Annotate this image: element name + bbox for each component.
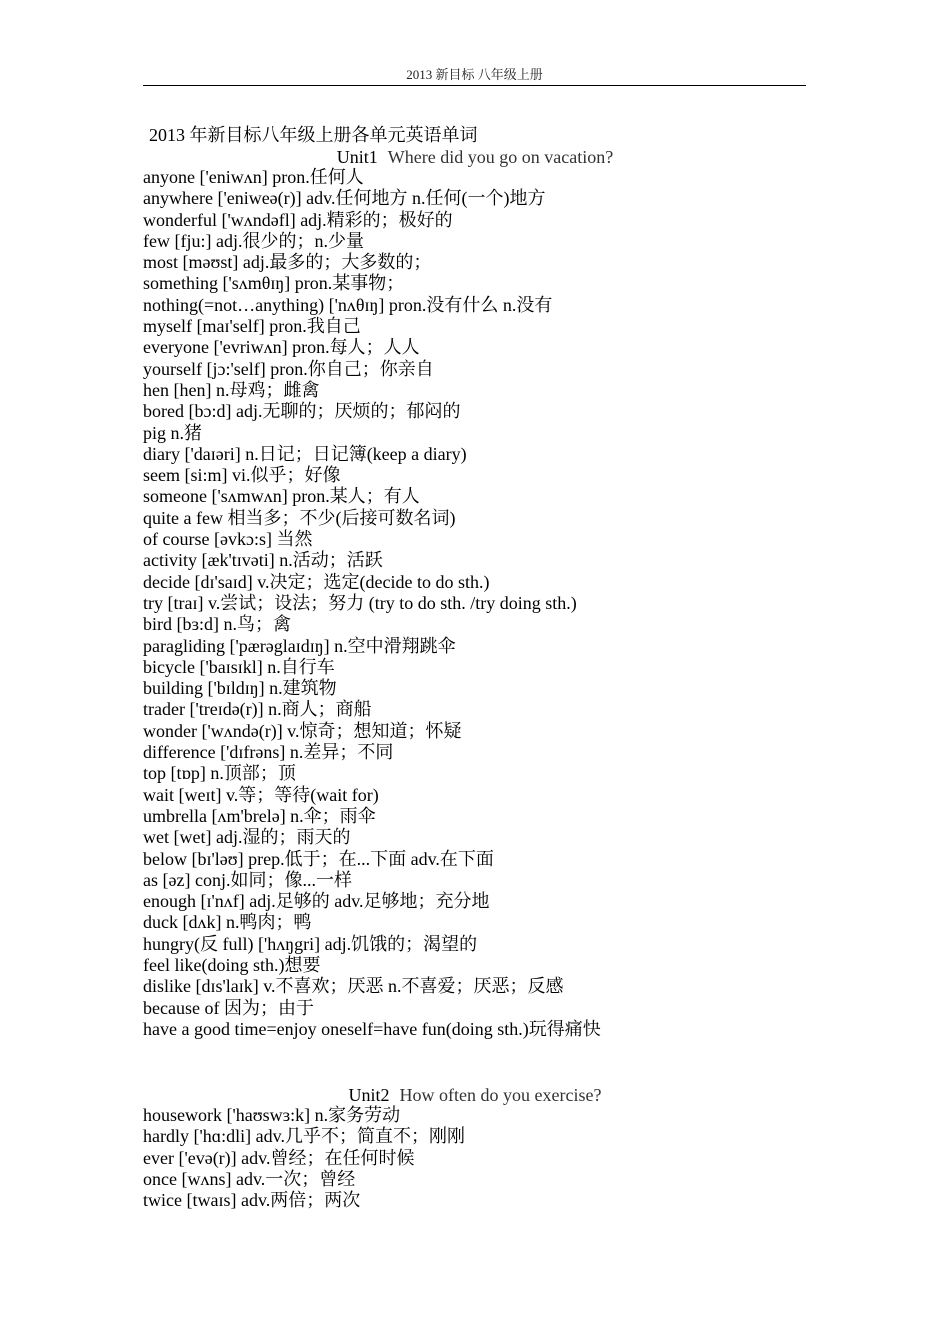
vocab-entry: bored [bɔ:d] adj.无聊的；厌烦的；郁闷的 <box>143 401 461 422</box>
vocab-entry: wet [wet] adj.湿的；雨天的 <box>143 827 351 848</box>
document-title: 2013 年新目标八年级上册各单元英语单词 <box>149 125 478 145</box>
vocab-entry: few [fju:] adj.很少的；n.少量 <box>143 230 364 251</box>
vocab-entry: something ['sʌmθɪŋ] pron.某事物； <box>143 273 405 294</box>
vocab-entry: myself [maɪ'self] pron.我自己 <box>143 316 361 337</box>
vocab-entry: pig n.猪 <box>143 422 203 443</box>
vocab-entry: twice [twaɪs] adv.两倍；两次 <box>143 1190 361 1211</box>
vocab-entry: hungry(反 full) ['hʌŋgri] adj.饥饿的；渴望的 <box>143 933 478 954</box>
vocab-entry: hen [hen] n.母鸡；雌禽 <box>143 379 320 400</box>
vocab-entry: wonderful ['wʌndəfl] adj.精彩的；极好的 <box>143 209 453 230</box>
vocab-entry: quite a few 相当多；不少(后接可数名词) <box>143 507 456 528</box>
vocab-entry: duck [dʌk] n.鸭肉；鸭 <box>143 912 312 933</box>
vocab-entry: top [tɒp] n.顶部；顶 <box>143 763 296 784</box>
unit2-question: How often do you exercise? <box>399 1085 602 1105</box>
vocab-entry: someone ['sʌmwʌn] pron.某人；有人 <box>143 486 420 507</box>
vocab-entry: have a good time=enjoy oneself=have fun(doing sth.)玩得痛快 <box>143 1018 601 1039</box>
vocab-entry: decide [dɪ'saɪd] v.决定；选定(decide to do sth.) <box>143 571 490 592</box>
vocab-entry: umbrella [ʌm'brelə] n.伞；雨伞 <box>143 805 376 826</box>
vocab-entry: anywhere ['eniweə(r)] adv.任何地方 n.任何(一个)地方 <box>143 188 546 209</box>
vocab-entry: housework ['haʊswɜ:k] n.家务劳动 <box>143 1105 401 1125</box>
vocab-entry: difference ['dɪfrəns] n.差异；不同 <box>143 742 394 763</box>
vocab-entry: most [məʊst] adj.最多的；大多数的； <box>143 252 432 273</box>
vocab-entry: building ['bɪldɪŋ] n.建筑物 <box>143 678 337 699</box>
vocab-entry: wonder ['wʌndə(r)] v.惊奇；想知道；怀疑 <box>143 720 462 741</box>
unit2-heading <box>0 1084 950 1106</box>
page-header: 2013 新目标 八年级上册 <box>406 67 543 82</box>
vocab-entry: feel like(doing sth.)想要 <box>143 954 321 975</box>
vocab-entry: bicycle ['baɪsɪkl] n.自行车 <box>143 656 335 677</box>
unit1-question: Where did you go on vacation? <box>387 147 614 167</box>
vocab-entry: everyone ['evriwʌn] pron.每人；人人 <box>143 337 420 358</box>
vocab-entry: once [wʌns] adv.一次；曾经 <box>143 1168 356 1189</box>
vocab-entry: seem [si:m] vi.似乎；好像 <box>143 465 341 486</box>
vocab-entry: try [traɪ] v.尝试；设法；努力 (try to do sth. /try doing sth.) <box>143 592 577 613</box>
unit2-word-list <box>143 1105 465 1211</box>
vocab-entry: wait [weɪt] v.等；等待(wait for) <box>143 784 379 805</box>
vocab-entry: yourself [jɔ:'self] pron.你自己；你亲自 <box>143 358 434 379</box>
unit1-heading <box>0 146 950 168</box>
vocab-entry: of course [əvkɔ:s] 当然 <box>143 529 313 550</box>
vocab-entry: below [bɪ'ləʊ] prep.低于；在...下面 adv.在下面 <box>143 848 494 869</box>
vocab-entry: paragliding ['pærəglaɪdɪŋ] n.空中滑翔跳伞 <box>143 635 456 656</box>
header-divider <box>143 85 806 86</box>
vocab-entry: trader ['treɪdə(r)] n.商人；商船 <box>143 699 372 720</box>
vocab-entry: bird [bɜ:d] n.鸟；禽 <box>143 614 292 635</box>
vocab-entry: diary ['daɪəri] n.日记；日记簿(keep a diary) <box>143 443 467 464</box>
vocab-entry: ever ['evə(r)] adv.曾经；在任何时候 <box>143 1147 415 1168</box>
vocab-entry: as [əz] conj.如同；像...一样 <box>143 869 352 890</box>
vocab-entry: dislike [dɪs'laɪk] v.不喜欢；厌恶 n.不喜爱；厌恶；反感 <box>143 976 564 997</box>
vocab-entry: activity [æk'tɪvəti] n.活动；活跃 <box>143 550 383 571</box>
unit2-label: Unit2 <box>348 1085 390 1105</box>
vocab-entry: hardly ['hɑ:dli] adv.几乎不；简直不；刚刚 <box>143 1126 465 1147</box>
unit1-label: Unit1 <box>336 147 378 167</box>
vocab-entry: anyone ['eniwʌn] pron.任何人 <box>143 167 364 187</box>
vocab-entry: enough [ɪ'nʌf] adj.足够的 adv.足够地；充分地 <box>143 891 490 912</box>
vocab-entry: nothing(=not…anything) ['nʌθɪŋ] pron.没有什么 n.没有 <box>143 294 553 315</box>
unit1-word-list <box>143 167 601 1040</box>
vocab-entry: because of 因为；由于 <box>143 997 314 1018</box>
